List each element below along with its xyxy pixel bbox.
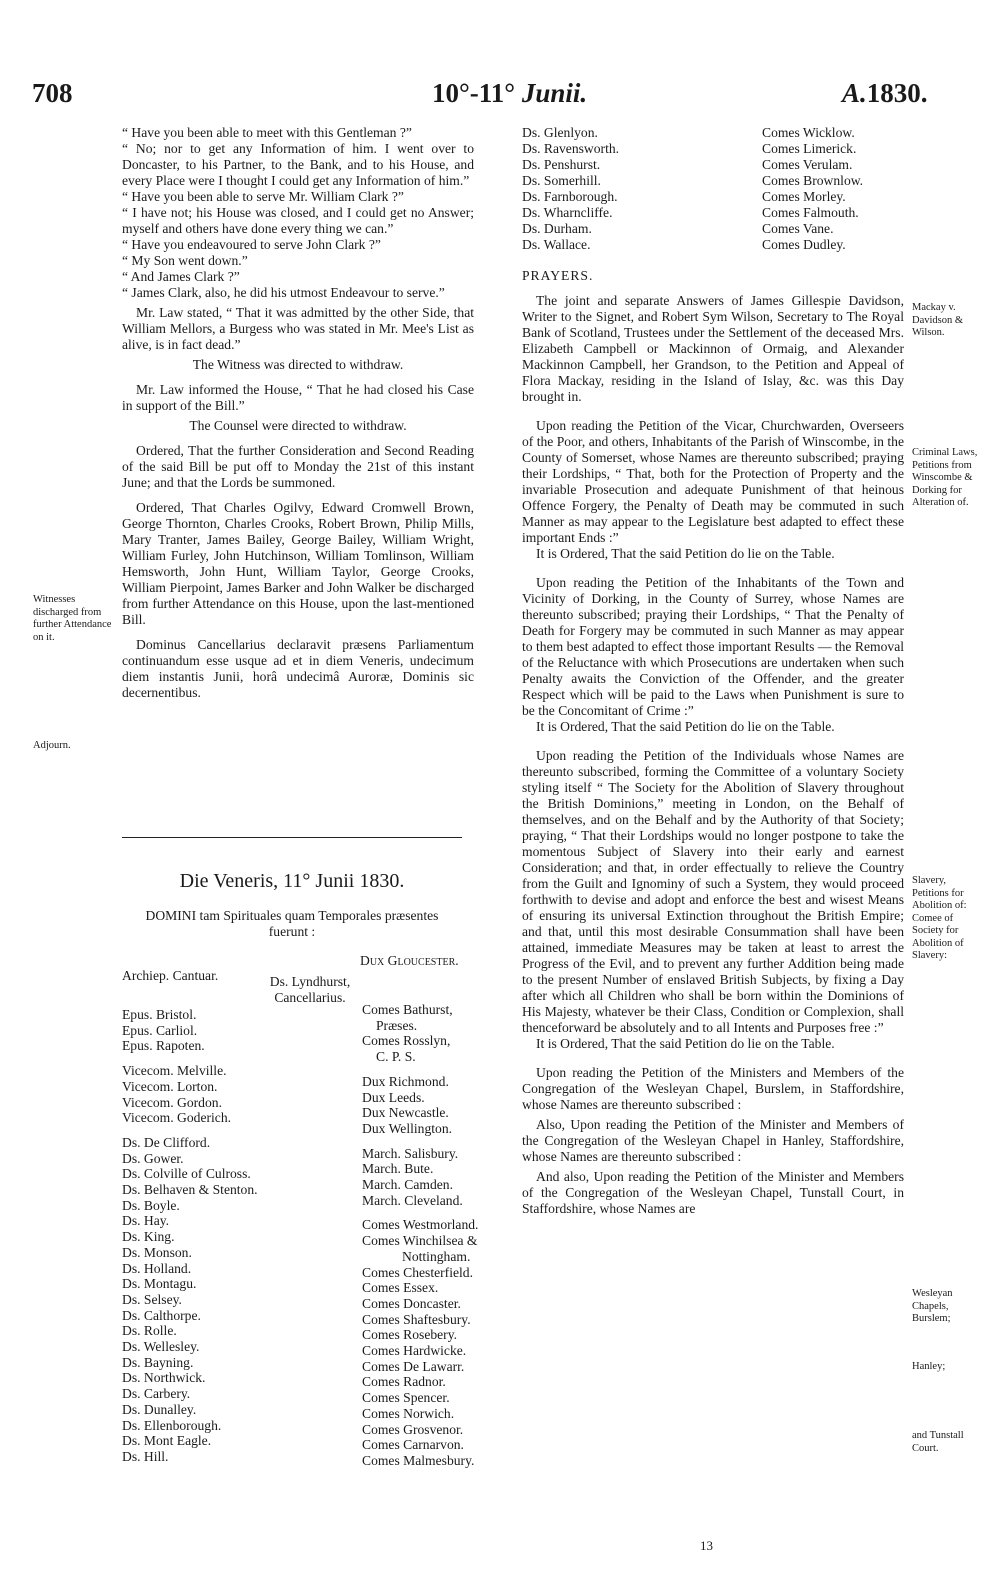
- lord-entry: Ds. Belhaven & Stenton.: [122, 1182, 258, 1198]
- lord-entry: Comes Dudley.: [762, 237, 846, 252]
- top-list-right: [762, 125, 902, 253]
- lord-entry: Nottingham.: [402, 1248, 471, 1264]
- month: Junii.: [521, 78, 588, 108]
- witness-withdraw: The Witness was directed to withdraw.: [192, 357, 404, 372]
- lord-entry: Epus. Bristol.: [122, 1007, 197, 1022]
- lord-entry: Ds. Bayning.: [122, 1354, 194, 1370]
- lord-entry: Comes Spencer.: [362, 1390, 450, 1406]
- lord-entry: Ds. Dunalley.: [122, 1401, 197, 1417]
- lord-entry: Ds. Wharncliffe.: [522, 205, 613, 220]
- year-heading: [842, 78, 928, 109]
- lord-entry: Dux Leeds.: [362, 1089, 425, 1105]
- page-number: 708: [32, 78, 73, 108]
- lord-entry: Comes De Lawarr.: [362, 1358, 465, 1374]
- right-column: [522, 268, 904, 1217]
- lord-entry: Comes Vane.: [762, 221, 834, 236]
- lords-list-right: [362, 1002, 502, 1469]
- lord-entry: Ds. King.: [122, 1229, 175, 1245]
- top-list-left: [522, 125, 742, 253]
- lord-entry: Vicecom. Gordon.: [122, 1094, 222, 1110]
- lord-entry: Comes Limerick.: [762, 141, 857, 156]
- testimony-line: “ Have you been able to serve Mr. William Clark ?”: [122, 189, 404, 204]
- paragraph-hanley: Also, Upon reading the Petition of the Minister and Members of the Congregation of the Wesleyan Chapel in Hanley, Staffordshire, whose Names are thereunto subscribed :: [522, 1117, 904, 1164]
- lord-entry: Ds. Wellesley.: [122, 1339, 200, 1355]
- lord-entry: March. Camden.: [362, 1177, 453, 1193]
- lord-entry: Comes Brownlow.: [762, 173, 864, 188]
- lord-entry: Comes Morley.: [762, 189, 846, 204]
- lord-entry: Epus. Carliol.: [122, 1022, 198, 1038]
- lord-entry: Comes Shaftesbury.: [362, 1311, 471, 1327]
- testimony-line: “ I have not; his House was closed, and I could get no Answer; myself and others have done every thing we can.”: [122, 205, 474, 236]
- paragraph-slavery: Upon reading the Petition of the Individuals whose Names are thereunto subscribed, forming the Committee of a voluntary Society styling itself “ The Society for the Abolition of Slavery throughout the British Dominions,” meeting in London, on the Behalf of themselves, and on the Behalf and by the Authority of that Society; praying, “ That their Lordships would no longer postpone to take the momentous Subject of Slavery into their early and earnest Consideration; and that, in order effectually to relieve the Country from the Guilt and Ignominy of such a System, they would proceed forthwith to devise and adopt and enforce the best and wisest Means of ensuring its universal Extinction throughout the British Empire; and that, until this most desirable Consummation shall have been attained, immediate Measures may be taken at least to arrest the Progress of the Evil, and to prevent any further Addition being made to the present Number of enslaved British Subjects, by fixing a Day after which all Children who shall be born within the Dominions of His Majesty, whatever be their Class, Condition or Complexion, shall thenceforward be absolutely and to all Intents and Purposes free :”: [522, 748, 904, 1035]
- lord-entry: Comes Rosebery.: [362, 1327, 458, 1343]
- lord-entry: Ds. Rolle.: [122, 1323, 177, 1339]
- lord-entry: Ds. Gower.: [122, 1150, 184, 1166]
- lord-entry: Dux Newcastle.: [362, 1105, 449, 1121]
- counsel-withdraw: The Counsel were directed to withdraw.: [189, 418, 407, 433]
- paragraph-winscombe: Upon reading the Petition of the Vicar, Churchwarden, Overseers of the Poor, and others, Inhabitants of the Parish of Winscombe, in the County of Somerset, whose Names are thereunto subscribed; praying their Lordships, “ That, both for the Protection of Property and the invariable Prosecution and adequate Punishment of that heinous Offence Forgery, the Penalty of Death may be commuted in such Manner as may appear to the Legislature best adapted to effect these important Ends :”: [522, 418, 904, 545]
- lord-entry: Comes Rosslyn,: [362, 1033, 451, 1049]
- lord-entry: Ds. Monson.: [122, 1244, 192, 1260]
- signature-mark: 13: [700, 1538, 713, 1553]
- lord-entry: Ds. Durham.: [522, 221, 592, 236]
- margin-note-slavery: Slavery, Petitions for Abolition of: Comee of Society for Abolition of Slavery:: [912, 875, 967, 961]
- lord-entry: Ds. Boyle.: [122, 1197, 180, 1213]
- lord-entry: Ds. Glenlyon.: [522, 125, 598, 140]
- lord-entry: Comes Bathurst,: [362, 1002, 453, 1017]
- lord-entry: Ds. Montagu.: [122, 1276, 197, 1292]
- session-title: Die Veneris, 11° Junii 1830.: [179, 870, 405, 892]
- lord-entry: Præses.: [376, 1017, 418, 1033]
- margin-note-witnesses: Witnesses discharged from further Attendance on it.: [33, 594, 112, 643]
- lord-entry: Vicecom. Melville.: [122, 1063, 227, 1079]
- margin-note-adjourn: Adjourn.: [33, 740, 71, 751]
- lord-entry: Ds. Hill.: [122, 1448, 169, 1464]
- lord-entry: Ds. Selsey.: [122, 1291, 182, 1307]
- order-lie-on-table: It is Ordered, That the said Petition do lie on the Table.: [536, 1036, 835, 1051]
- lord-entry: Comes Chesterfield.: [362, 1264, 473, 1280]
- order-second-reading: Ordered, That the further Consideration and Second Reading of the said Bill be put off to Monday the 21st of this instant June; and that the Lords be summoned.: [122, 443, 474, 490]
- lord-entry: Comes Wicklow.: [762, 125, 855, 140]
- lord-entry: Ds. Wallace.: [522, 237, 591, 252]
- lord-entry: Comes Carnarvon.: [362, 1437, 464, 1453]
- lord-entry: Comes Doncaster.: [362, 1295, 461, 1311]
- archiep: Archiep. Cantuar.: [122, 968, 219, 983]
- lord-entry: Comes Falmouth.: [762, 205, 859, 220]
- margin-note-wesleyan: Wesleyan Chapels, Burslem;: [912, 1288, 953, 1324]
- lord-entry: Ds. Holland.: [122, 1260, 192, 1276]
- lord-entry: Ds. Mont Eagle.: [122, 1433, 212, 1449]
- testimony-line: “ Have you endeavoured to serve John Clark ?”: [122, 237, 381, 252]
- lord-entry: Ds. Colville of Culross.: [122, 1166, 251, 1182]
- lord-entry: Ds. De Clifford.: [122, 1134, 211, 1150]
- lord-entry: Ds. Penshurst.: [522, 157, 601, 172]
- lord-entry: March. Salisbury.: [362, 1145, 459, 1161]
- lord-entry: Comes Essex.: [362, 1280, 439, 1296]
- left-column: [122, 125, 474, 701]
- lord-entry: Comes Grosvenor.: [362, 1421, 464, 1437]
- dux-gloucester: Dux Gloucester.: [360, 953, 459, 968]
- lord-entry: Ds. Somerhill.: [522, 173, 601, 188]
- section-divider: [122, 837, 462, 838]
- lord-entry: Comes Verulam.: [762, 157, 853, 172]
- date-heading: [432, 78, 587, 109]
- paragraph-burslem: Upon reading the Petition of the Ministers and Members of the Congregation of the Wesleyan Chapel, Burslem, in Staffordshire, whose Names are thereunto subscribed :: [522, 1065, 904, 1112]
- order-discharge: Ordered, That Charles Ogilvy, Edward Cromwell Brown, George Thornton, Charles Crooks, Robert Brown, Philip Mills, Mary Tranter, James Bailey, George Bailey, William Wright, William Furley, John Hutchinson, William Tomlinson, William Hemsworth, John Hunt, William Taylor, George Crooks, William Pierpoint, James Barker and John Walker be discharged from further Attendance on this House, upon the last-mentioned Bill.: [122, 500, 474, 627]
- adjournment-text: Dominus Cancellarius declaravit præsens Parliamentum continuandum esse usque ad et in diem Veneris, undecimum diem instantis Junii, horâ undecimâ Auroræ, Dominis sic decernentibus.: [122, 637, 474, 700]
- year: 1830.: [866, 78, 928, 108]
- law-statement: Mr. Law stated, “ That it was admitted by the other Side, that William Mellors, a Burgess who was stated in Mr. Mee's List as alive, is in fact dead.”: [122, 305, 474, 352]
- lord-entry: Vicecom. Goderich.: [122, 1110, 232, 1126]
- lord-entry: Comes Winchilsea &: [362, 1233, 478, 1249]
- margin-note-criminal: Criminal Laws, Petitions from Winscombe & Dorking for Alteration of.: [912, 447, 978, 508]
- testimony-line: “ My Son went down.”: [122, 253, 248, 268]
- lord-entry: Comes Hardwicke.: [362, 1343, 467, 1359]
- lord-entry: Comes Malmesbury.: [362, 1452, 475, 1468]
- lord-entry: Comes Westmorland.: [362, 1217, 479, 1233]
- lord-entry: March. Bute.: [362, 1161, 434, 1177]
- paragraph-answers: The joint and separate Answers of James Gillespie Davidson, Writer to the Signet, and Robert Sym Wilson, Secretary to The Royal Bank of Scotland, Trustees under the Settlement of the deceased Mrs. Elizabeth Campbell or Mackinnon of Ormaig, and Alexander Mackinnon Campbell, her Grandson, to the Petition and Appeal of Flora Mackay, residing in the Island of Islay, &c. was this Day brought in.: [522, 293, 904, 404]
- lord-entry: Dux Richmond.: [362, 1073, 449, 1089]
- testimony-line: “ Have you been able to meet with this Gentleman ?”: [122, 125, 412, 140]
- lord-entry: Comes Norwich.: [362, 1405, 455, 1421]
- testimony-line: “ No; nor to get any Information of him. I went over to Doncaster, to his Partner, to the Bank, and to his House, and every Place were I thought I could get any Information of him.”: [122, 141, 474, 188]
- lord-entry: Ds. Hay.: [122, 1213, 170, 1229]
- lord-entry: Comes Radnor.: [362, 1374, 446, 1390]
- order-lie-on-table: It is Ordered, That the said Petition do lie on the Table.: [536, 546, 835, 561]
- margin-note-tunstall: and Tunstall Court.: [912, 1430, 964, 1454]
- testimony-line: “ James Clark, also, he did his utmost Endeavour to serve.”: [122, 285, 445, 300]
- margin-note-mackay: Mackay v. Davidson & Wilson.: [912, 302, 964, 338]
- lord-entry: Ds. Northwick.: [122, 1370, 206, 1386]
- prayers-heading: PRAYERS.: [522, 268, 594, 283]
- lord-entry: Ds. Ellenborough.: [122, 1417, 222, 1433]
- testimony-line: “ And James Clark ?”: [122, 269, 240, 284]
- lord-entry: C. P. S.: [376, 1049, 416, 1065]
- date-line: 10°-11°: [432, 78, 516, 108]
- lord-entry: Ds. Carbery.: [122, 1386, 191, 1402]
- lord-entry: Dux Wellington.: [362, 1120, 453, 1136]
- paragraph-dorking: Upon reading the Petition of the Inhabitants of the Town and Vicinity of Dorking, in the County of Surrey, whose Names are thereunto subscribed; praying their Lordships, “ That the Penalty of Death for Forgery may be commuted in such Manner as may appear to them best adapted to effect those important Results — the Removal of the Reluctance with which Prosecutions are undertaken when such Penalty awaits the Conviction of the Offender, and the greater Respect which will be paid to the Laws when Punishment is sure to be the Concomitant of Crime :”: [522, 575, 904, 718]
- law-closed: Mr. Law informed the House, “ That he had closed his Case in support of the Bill.”: [122, 382, 474, 413]
- session-subtitle: DOMINI tam Spirituales quam Temporales præsentes fuerunt :: [145, 908, 439, 939]
- lord-entry: Ds. Ravensworth.: [522, 141, 620, 156]
- margin-note-hanley: Hanley;: [912, 1361, 946, 1372]
- lord-entry: March. Cleveland.: [362, 1192, 463, 1208]
- cancellarius: Ds. Lyndhurst, Cancellarius.: [269, 974, 351, 1005]
- paragraph-tunstall: And also, Upon reading the Petition of the Minister and Members of the Congregation of the Wesleyan Chapel, Tunstall Court, in Staffordshire, whose Names are: [522, 1169, 904, 1216]
- lord-entry: Vicecom. Lorton.: [122, 1078, 218, 1094]
- lord-entry: Ds. Farnborough.: [522, 189, 618, 204]
- lord-entry: Epus. Rapoten.: [122, 1038, 205, 1054]
- lord-entry: Ds. Calthorpe.: [122, 1307, 201, 1323]
- order-lie-on-table: It is Ordered, That the said Petition do lie on the Table.: [536, 719, 835, 734]
- lords-list-left: [122, 1007, 352, 1465]
- year-prefix: A.: [842, 78, 867, 108]
